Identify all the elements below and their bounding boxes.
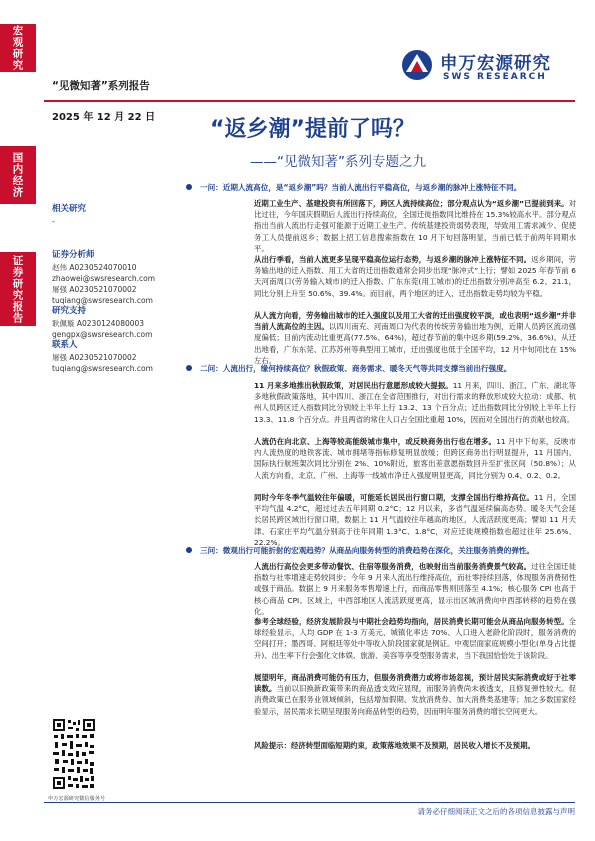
question-1-text: 一问：近期人流高位，是“返乡潮”吗？当前人流出行平稳高位，与返乡潮的脉冲上涨特征不同。 xyxy=(200,183,522,192)
para-1c-body: 以四川南充、河南周口为代表的传统劳务输出地为例，近期人员跨区流动强度偏低；目前内流动比重更高(77.5%、64%)，超过春节前的集中返乡期(59.2%、36.6%)。从迁出地看，广东东莞、江苏苏州等典型用工城市，迁出强度也低于全国平均，12 月中旬同比在 15%左右。 xyxy=(254,322,576,365)
side-strip xyxy=(0,0,36,841)
page-title: “返乡潮”提前了吗？ xyxy=(210,117,415,142)
para-1b-body: 返乡期间，劳务输出地的迁入指数、用工大省的迁出指数通常会同步出现“脉冲式”上行；譬如 2025 年春节前 6 天河南周口(劳务输入城市)的迁入指数、广东东莞(用工城市)的迁出指数分别冲高至 6.2、21.1，同比分别上升至 50.6%、39.4%。而目前，两个地区的迁入、迁出指数走势均较为平稳。 xyxy=(254,255,576,298)
related-research xyxy=(52,204,182,227)
para-3a xyxy=(254,561,576,617)
analyst-1-email[interactable]: zhaowei@swsresearch.com xyxy=(52,274,156,283)
para-1a xyxy=(254,198,576,254)
brand-logo-cn: 申万宏源研究 xyxy=(440,54,551,74)
question-2 xyxy=(200,363,576,374)
para-2b-lead: 人流仍在向北京、上海等较高能级城市集中，或反映商务出行也在增多。 xyxy=(254,437,497,446)
support-1-name: 耿佩璇 A0230124080003 xyxy=(52,319,145,328)
para-3b xyxy=(254,616,576,661)
bullet-icon xyxy=(186,365,192,371)
analyst-block xyxy=(52,250,182,374)
header-rule xyxy=(44,100,575,102)
question-3 xyxy=(200,545,576,556)
analyst-2-email[interactable]: tuqiang@swsresearch.com xyxy=(52,296,153,305)
contact-1-email[interactable]: tuqiang@swsresearch.com xyxy=(52,364,153,373)
para-2a xyxy=(254,380,576,425)
para-2c-body: 11 月，全国平均气温 4.2°C，超过过去五年同期 0.2°C；12 月以来，多省气温延续偏高态势。暖冬天气会延长居民跨区域出行窗口期，数据上 11 月气温较往年越高的地区，人流活跃度更高；譬如 11 月天津、石家庄平均气温分别高于往年同期 1.3°C、1.8°C，对应迁徙规模指数也超过往年 25.6%、22.2%。 xyxy=(254,493,576,547)
bullet-icon xyxy=(186,184,192,190)
footer-rule xyxy=(44,802,575,803)
report-date: 2025 年 12 月 22 日 xyxy=(52,112,156,123)
para-2c xyxy=(254,492,576,548)
analyst-2-name: 屠强 A0230521070002 xyxy=(52,285,137,294)
analyst-1-name: 赵伟 A0230524070010 xyxy=(52,263,137,272)
contact-heading: 联系人 xyxy=(52,340,78,350)
para-2b-body: 11 月中下旬来，反映市内人流热度的地铁客流、城市拥堵等指标修复明显放缓；但跨区商务出行明显提升，11 月国内、国际执行航班架次同比分别在 2%、10%附近，旅客出差意愿指数回升至扩张区间（50.8%）；从人流方向看，北京、广州、上海等一线城市净迁入强度明显更高，同比分别为 0.4、0.2、0.2。 xyxy=(254,437,576,480)
para-2a-body: 11 月来，四川、浙江、广东、湖北等多地秋假政策落地，其中四川、浙江在全省范围推行，对出行需求的释放形成较大拉动：成都、杭州人员跨区迁入指数同比分别较上半年上行 13.2、13 个百分点；迁出指数同比分别较上半年上行 13.3、11.8 个百分点。并且两省的常住人口占全国比重超 10%，因而对全国出行的贡献也较高。 xyxy=(254,381,576,424)
para-3a-lead: 人流出行高位会更多带动餐饮、住宿等服务消费，也映射出当前服务消费景气较高。 xyxy=(254,562,532,571)
brand-logo-en: SWS RESEARCH xyxy=(443,72,547,82)
side-tag-domestic: 国内经济 xyxy=(0,146,36,204)
para-3c-lead: 展望明年，商品消费可能仍有压力，但服务消费潜力或将市场忽视，预计居民实际消费或好于社零读数。 xyxy=(254,673,576,694)
contact-1-name: 屠强 A0230521070002 xyxy=(52,353,137,362)
para-1c-lead: 从人流方向看，劳务输出城市的迁入强度以及用工大省的迁出强度较平淡，或也表明“返乡潮”并非当前人流高位的主因。 xyxy=(254,311,576,332)
bullet-icon xyxy=(186,547,192,553)
support-1-email[interactable]: gengpx@swsresearch.com xyxy=(52,330,153,339)
para-1b-lead: 从出行季看，当前人流更多呈现平稳高位运行态势，与返乡潮的脉冲上涨特征不同。 xyxy=(254,255,532,264)
footer-disclaimer: 请务必仔细阅读正文之后的各项信息披露与声明 xyxy=(417,807,575,816)
para-3b-body: 全球经验显示，人均 GDP 在 1-3 万美元、城镇化率达 70%、人口进入老龄化阶段时，服务消费的空间打开；墨西哥、阿根廷等处中等收入阶段国家就是例证。中观层面家庭规模小型化(单身占比提升)、出生率下行会强化文体娱、旅游、美容等享受型服务需求，当下我国恰恰处于该阶段。 xyxy=(254,617,576,660)
page-subtitle: ——“见微知著”系列专题之九 xyxy=(250,154,426,170)
analysts-heading: 证券分析师 xyxy=(52,250,95,260)
para-1b xyxy=(254,254,576,299)
brand-logo xyxy=(400,48,575,88)
para-2a-lead: 11 月来多地推出秋假政策，对居民出行意愿形成较大提振。 xyxy=(254,381,453,390)
qr-caption: 申万宏源研究微信服务号 xyxy=(48,796,106,802)
question-2-text: 二问：人流出行，缘何持续高位？秋假政策、商务需求、暖冬天气等共同支撑当前出行强度。 xyxy=(200,364,512,373)
para-3c xyxy=(254,672,576,717)
related-dash: - xyxy=(52,217,55,226)
para-1a-body: 对比过往，今年国庆假期后人流出行持续高位，全国迁徙指数同比维持在 15.3%较高水平。部分观点指出当前人流出行走强可能源于近期工业生产、传统基建投资弱势表现，导致用工需求减少、促使务工人员提前返乡；数据上招工信息搜索指数在 10 月下旬回落明显，当前已低于前两年同期水平。 xyxy=(254,199,576,253)
question-1 xyxy=(200,182,576,193)
side-tag-report: 证券研究报告 xyxy=(0,252,36,326)
para-3a-body: 过往全国迁徙指数与社零增速走势较同步；今年 9 月来人流出行维持高位，而社零持续回落，体现服务消费韧性或强于商品。数据上 9 月来服务零售增速上行，而商品零售则回落至 4.1%；核心服务 CPI 也高于核心商品 CPI。区域上，中西部地区人流活跃度更高，显示出区域消费向中西部转移的趋势在强化。 xyxy=(254,562,576,616)
series-label: “见微知著”系列报告 xyxy=(52,80,150,92)
para-1a-lead: 近期工业生产、基建投资有所回落下，跨区人流持续高位；部分观点认为“返乡潮”已提前到来。 xyxy=(254,199,569,208)
risk-note: 风险提示：经济转型面临短期约束，政策落地效果不及预期，居民收入增长不及预期。 xyxy=(254,741,535,750)
para-3b-lead: 参考全球经验，经济发展阶段与中期社会趋势均指向，居民消费长期可能会从商品向服务转型。 xyxy=(254,617,569,626)
para-1c xyxy=(254,310,576,366)
side-tag-macro: 宏观研究 xyxy=(0,24,36,72)
question-3-text: 三问：微观出行可能折射的宏观趋势？从商品向服务转型的消费趋势在深化，关注服务消费的弹性。 xyxy=(200,546,535,555)
support-heading: 研究支持 xyxy=(52,306,87,316)
para-2b xyxy=(254,436,576,481)
para-2c-lead: 同时今年冬季气温较往年偏暖，可能延长居民出行窗口期，支撑全国出行维持高位。 xyxy=(254,493,534,502)
related-heading: 相关研究 xyxy=(52,204,87,214)
brand-logo-icon xyxy=(400,48,436,82)
qr-code-icon xyxy=(52,718,96,790)
para-3c-body: 当前以旧换新政策带来的商品透支效应显现，而服务消费尚未被透支，且修复弹性较大。促消费政策已在服务业领域倾斜，包括增加假期、发放消费券、加大消费类基建等；加之多数国家经验显示，居民需求长期呈现服务向商品转型的趋势，因而明年服务消费的增长空间更大。 xyxy=(254,684,576,716)
